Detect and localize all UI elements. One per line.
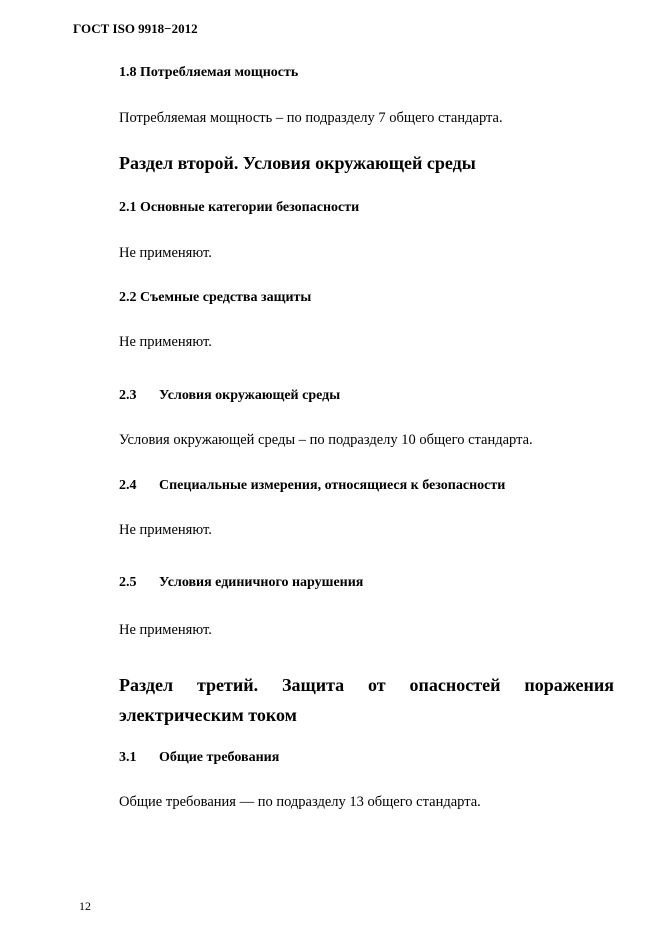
- paragraph-1-8: Потребляемая мощность – по подразделу 7 общего стандарта.: [119, 110, 503, 126]
- section-3-title-line-2: электрическим током: [119, 705, 297, 725]
- heading-2-5: [119, 576, 363, 590]
- paragraph-2-5: Не применяют.: [119, 622, 212, 638]
- paragraph-2-2: Не применяют.: [119, 334, 212, 350]
- page-number: 12: [79, 899, 91, 913]
- heading-1-8: 1.8 Потребляемая мощность: [119, 65, 299, 80]
- section-3-title-word: от: [368, 675, 386, 695]
- section-3-title-word: третий.: [196, 675, 259, 695]
- document-code: ГОСТ ISO 9918−2012: [73, 21, 198, 36]
- paragraph-2-3: Условия окружающей среды – по подразделу 10 общего стандарта.: [119, 432, 533, 448]
- heading-2-3-title: Условия окружающей среды: [159, 388, 341, 403]
- section-3-title-word: поражения: [524, 675, 614, 695]
- section-3-title-line-1: [119, 676, 614, 694]
- section-3-title-word: Защита: [282, 675, 345, 695]
- paragraph-3-1: Общие требования — по подразделу 13 общего стандарта.: [119, 794, 481, 810]
- heading-2-4-title: Специальные измерения, относящиеся к безопасности: [159, 478, 506, 493]
- heading-3-1-title: Общие требования: [159, 750, 280, 765]
- paragraph-2-4: Не применяют.: [119, 522, 212, 538]
- heading-3-1-number: 3.1: [119, 750, 137, 765]
- heading-2-3: [119, 389, 340, 403]
- paragraph-2-1: Не применяют.: [119, 245, 212, 261]
- heading-3-1: [119, 751, 279, 765]
- heading-2-2: 2.2 Съемные средства защиты: [119, 290, 312, 305]
- section-3-title-word: опасностей: [409, 675, 501, 695]
- heading-2-4-number: 2.4: [119, 478, 137, 493]
- heading-2-5-number: 2.5: [119, 575, 137, 590]
- section-2-title: Раздел второй. Условия окружающей среды: [119, 153, 476, 173]
- heading-2-4: [119, 479, 505, 493]
- heading-2-5-title: Условия единичного нарушения: [159, 575, 364, 590]
- heading-2-3-number: 2.3: [119, 388, 137, 403]
- heading-2-1: 2.1 Основные категории безопасности: [119, 200, 360, 215]
- section-3-title-word: Раздел: [119, 675, 174, 695]
